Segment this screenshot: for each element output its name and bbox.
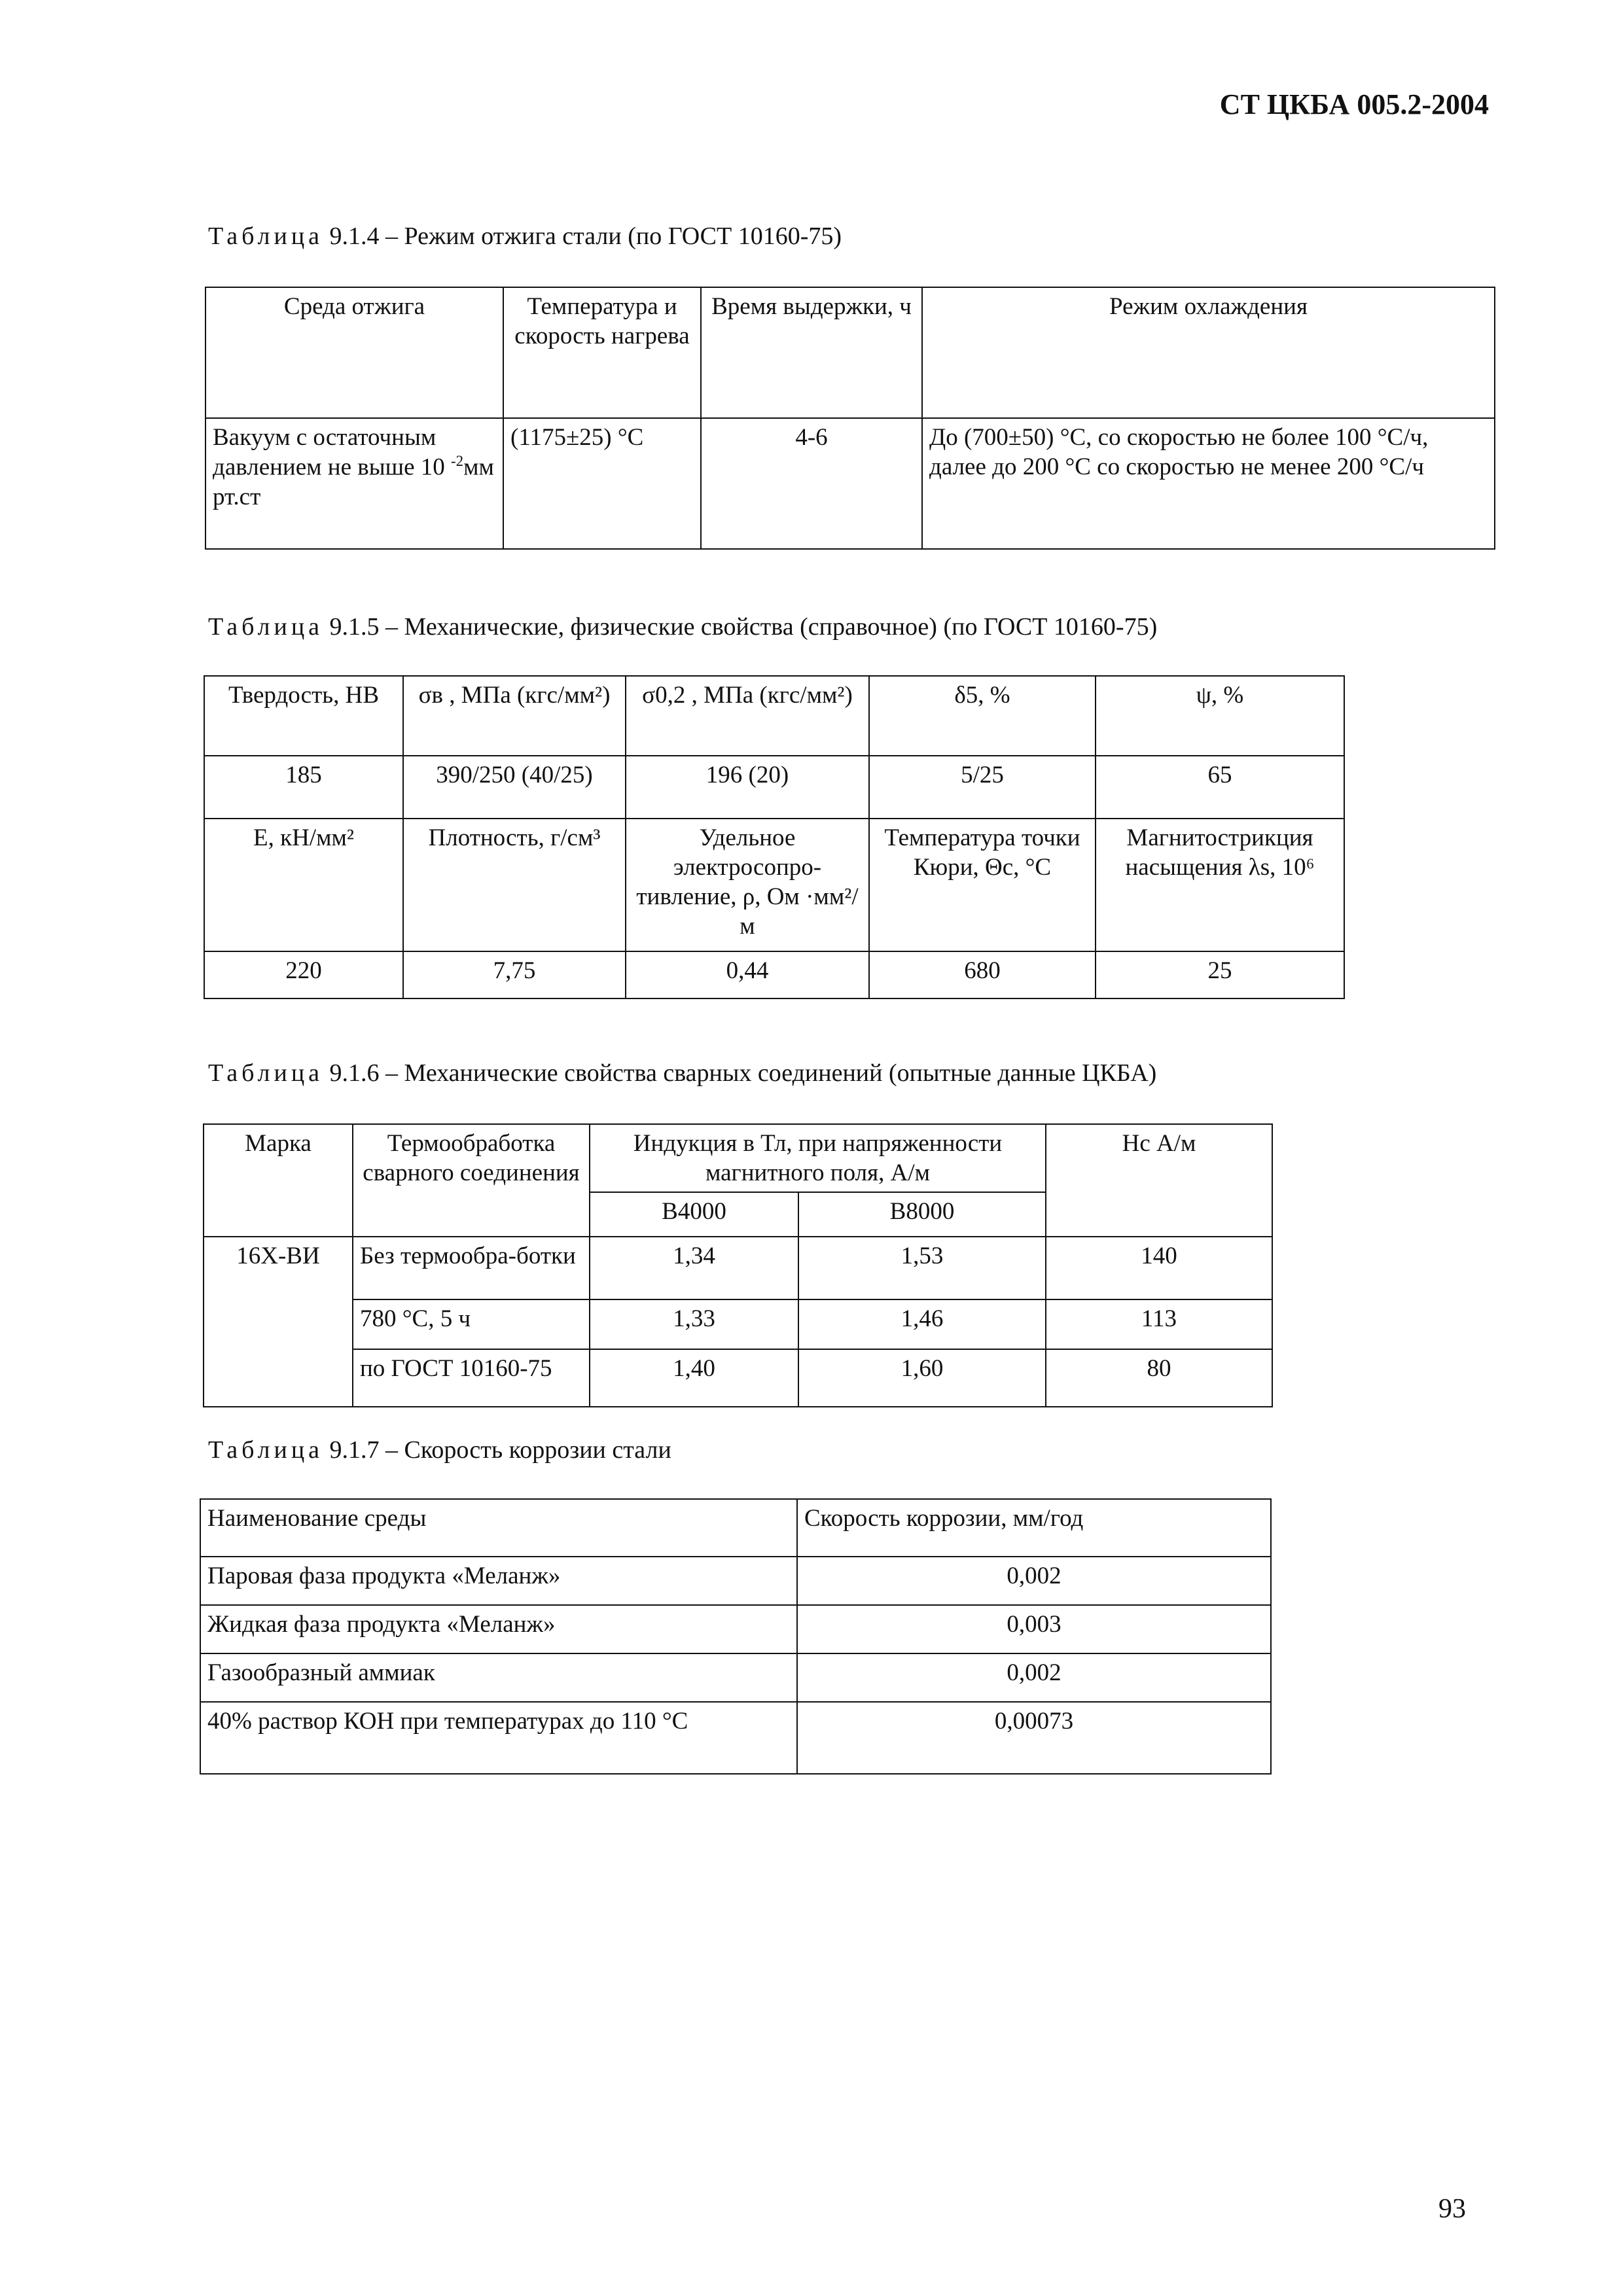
medium-unit: мм рт.ст xyxy=(213,453,494,510)
header-cell: Среда отжига xyxy=(205,287,503,418)
table-cell: 220 xyxy=(204,951,403,998)
header-cell: Индукция в Тл, при напряженности магнитного поля, А/м xyxy=(590,1124,1046,1192)
header-cell: σ0,2 , МПа (кгс/мм²) xyxy=(626,676,869,756)
header-cell: Время выдержки, ч xyxy=(701,287,922,418)
table-cell: 390/250 (40/25) xyxy=(403,756,626,819)
table-row xyxy=(200,1557,1271,1605)
table-cell: 1,60 xyxy=(798,1349,1046,1407)
table-row xyxy=(200,1653,1271,1702)
table-cell: 0,002 xyxy=(797,1653,1271,1702)
caption-number: 9.1.4 xyxy=(329,222,380,250)
caption-number: 9.1.7 xyxy=(329,1436,380,1464)
weld-properties-table xyxy=(203,1123,1273,1407)
header-cell: Скорость коррозии, мм/год xyxy=(797,1499,1271,1557)
annealing-table xyxy=(205,287,1495,550)
caption-text: – Скорость коррозии стали xyxy=(385,1436,671,1464)
header-cell: B8000 xyxy=(798,1192,1046,1237)
table-917-caption xyxy=(208,1435,671,1466)
table-cell: 65 xyxy=(1096,756,1344,819)
table-header-row xyxy=(204,676,1344,756)
table-header-row xyxy=(200,1499,1271,1557)
table-row xyxy=(200,1605,1271,1653)
table-header-row xyxy=(204,819,1344,951)
table-916-caption xyxy=(208,1058,1156,1089)
header-cell: Е, кН/мм² xyxy=(204,819,403,951)
caption-prefix: Таблица xyxy=(208,1059,324,1087)
table-cell: Газообразный аммиак xyxy=(200,1653,797,1702)
table-cell: 0,003 xyxy=(797,1605,1271,1653)
table-cell: 780 °С, 5 ч xyxy=(353,1299,590,1349)
caption-text: – Механические, физические свойства (справочное) (по ГОСТ 10160-75) xyxy=(385,613,1158,641)
header-cell: Магнитострикция насыщения λs, 10⁶ xyxy=(1096,819,1344,951)
table-header-row xyxy=(204,1124,1272,1192)
header-cell: Термообработка сварного соединения xyxy=(353,1124,590,1237)
caption-text: – Режим отжига стали (по ГОСТ 10160-75) xyxy=(385,222,842,250)
table-cell: 40% раствор КОН при температурах до 110 °С xyxy=(200,1702,797,1774)
table-cell: 113 xyxy=(1046,1299,1272,1349)
table-cell: 1,40 xyxy=(590,1349,798,1407)
table-cell: 0,00073 xyxy=(797,1702,1271,1774)
caption-prefix: Таблица xyxy=(208,1436,324,1464)
table-915-caption xyxy=(208,612,1157,643)
table-row xyxy=(205,418,1495,549)
temperature-value: (1175±25) xyxy=(510,424,612,451)
caption-prefix: Таблица xyxy=(208,613,324,641)
table-cell: 5/25 xyxy=(869,756,1096,819)
header-cell: Нс А/м xyxy=(1046,1124,1272,1237)
table-cell: по ГОСТ 10160-75 xyxy=(353,1349,590,1407)
table-row xyxy=(204,951,1344,998)
table-row xyxy=(204,1349,1272,1407)
table-cell: 0,002 xyxy=(797,1557,1271,1605)
medium-text: Вакуум с остаточным давлением не выше 10 xyxy=(213,424,445,481)
table-cell: 185 xyxy=(204,756,403,819)
header-cell: δ5, % xyxy=(869,676,1096,756)
table-914-caption xyxy=(208,221,842,253)
header-cell: B4000 xyxy=(590,1192,798,1237)
table-row xyxy=(204,1237,1272,1299)
table-row xyxy=(204,756,1344,819)
temperature-unit: °С xyxy=(617,424,644,451)
table-row xyxy=(204,1299,1272,1349)
corrosion-table xyxy=(200,1498,1272,1775)
header-cell: ψ, % xyxy=(1096,676,1344,756)
header-cell: Марка xyxy=(204,1124,353,1237)
header-cell: Плотность, г/см³ xyxy=(403,819,626,951)
medium-exponent: -2 xyxy=(451,453,464,470)
header-cell: Режим охлаждения xyxy=(922,287,1495,418)
header-cell: σв , МПа (кгс/мм²) xyxy=(403,676,626,756)
caption-text: – Механические свойства сварных соединений (опытные данные ЦКБА) xyxy=(385,1059,1157,1087)
table-cell: 140 xyxy=(1046,1237,1272,1299)
caption-prefix: Таблица xyxy=(208,222,324,250)
table-header-row xyxy=(205,287,1495,418)
table-cell: 1,34 xyxy=(590,1237,798,1299)
table-cell: 80 xyxy=(1046,1349,1272,1407)
table-cell: 1,46 xyxy=(798,1299,1046,1349)
page-number: 93 xyxy=(1438,2194,1466,2224)
table-cell: 0,44 xyxy=(626,951,869,998)
table-cell: До (700±50) °С, со скоростью не более 100 °С/ч, далее до 200 °С со скоростью не менее 200 °С/ч xyxy=(922,418,1495,549)
header-cell: Удельное электросопро-тивление, ρ, Ом ·мм²/м xyxy=(626,819,869,951)
caption-number: 9.1.5 xyxy=(329,613,380,641)
table-cell: 25 xyxy=(1096,951,1344,998)
table-cell: 680 xyxy=(869,951,1096,998)
table-cell: 1,53 xyxy=(798,1237,1046,1299)
caption-number: 9.1.6 xyxy=(329,1059,380,1087)
table-cell: 4-6 xyxy=(701,418,922,549)
document-code: СТ ЦКБА 005.2-2004 xyxy=(1219,88,1489,120)
header-cell: Твердость, НВ xyxy=(204,676,403,756)
table-cell xyxy=(503,418,701,549)
table-cell: 16Х-ВИ xyxy=(204,1237,353,1407)
table-cell: Жидкая фаза продукта «Меланж» xyxy=(200,1605,797,1653)
table-row xyxy=(200,1702,1271,1774)
table-cell: Паровая фаза продукта «Меланж» xyxy=(200,1557,797,1605)
table-cell xyxy=(205,418,503,549)
header-cell: Температура точки Кюри, Θс, °С xyxy=(869,819,1096,951)
table-cell: 7,75 xyxy=(403,951,626,998)
properties-table xyxy=(204,675,1345,999)
table-cell: Без термообра-ботки xyxy=(353,1237,590,1299)
header-cell: Температура и скорость нагрева xyxy=(503,287,701,418)
table-cell: 196 (20) xyxy=(626,756,869,819)
table-cell: 1,33 xyxy=(590,1299,798,1349)
header-cell: Наименование среды xyxy=(200,1499,797,1557)
